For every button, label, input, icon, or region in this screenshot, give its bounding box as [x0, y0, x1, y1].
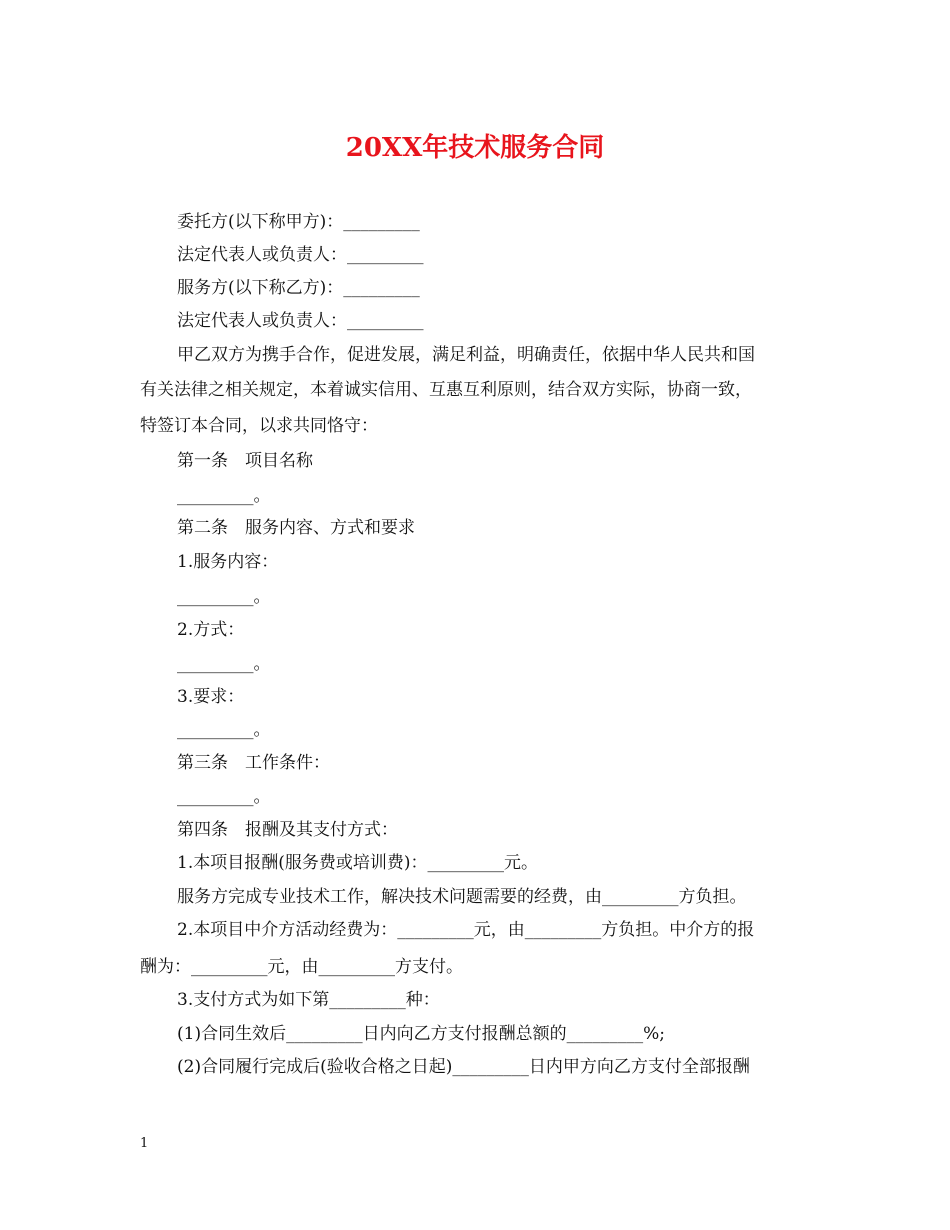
document-title: 20XX年技术服务合同 [345, 133, 605, 163]
intermediary-fee-line-2: 酬为：_________元，由_________方支付。 [140, 957, 463, 977]
preamble-line-2: 有关法律之相关规定，本着诚实信用、互惠互利原则，结合双方实际，协商一致， [140, 380, 752, 400]
article-4-heading: 第四条 报酬及其支付方式： [177, 820, 398, 840]
article-1-blank: _________。 [177, 486, 271, 506]
requirements-blank: _________。 [177, 720, 271, 740]
article-3-blank: _________。 [177, 787, 271, 807]
method-label: 2.方式： [177, 620, 245, 640]
method-blank: _________。 [177, 654, 271, 674]
payment-option-2: (2)合同履行完成后(验收合格之日起)_________日内甲方向乙方支付全部报酬 [177, 1057, 750, 1077]
party-b-line: 服务方(以下称乙方)：_________ [177, 278, 420, 298]
page-number: 1 [140, 1136, 149, 1151]
article-2-heading: 第二条 服务内容、方式和要求 [177, 518, 415, 538]
preamble-line-3: 特签订本合同，以求共同恪守： [140, 416, 378, 436]
payment-method-line: 3.支付方式为如下第_________种： [177, 990, 440, 1010]
party-a-line: 委托方(以下称甲方)：_________ [177, 212, 420, 232]
party-b-representative-line: 法定代表人或负责人：_________ [177, 311, 424, 331]
payment-option-1: (1)合同生效后_________日内向乙方支付报酬总额的_________%; [177, 1024, 665, 1044]
intermediary-fee-line-1: 2.本项目中介方活动经费为：_________元，由_________方负担。中介方的报 [177, 920, 755, 940]
service-content-label: 1.服务内容： [177, 552, 279, 572]
expense-burden-line: 服务方完成专业技术工作，解决技术问题需要的经费，由_________方负担。 [177, 887, 747, 907]
party-a-representative-line: 法定代表人或负责人：_________ [177, 245, 424, 265]
article-3-heading: 第三条 工作条件： [177, 753, 330, 773]
service-content-blank: _________。 [177, 587, 271, 607]
requirements-label: 3.要求： [177, 687, 245, 707]
remuneration-line: 1.本项目报酬(服务费或培训费)：_________元。 [177, 853, 538, 873]
article-1-heading: 第一条 项目名称 [177, 451, 313, 471]
preamble-line-1: 甲乙双方为携手合作，促进发展，满足利益，明确责任，依据中华人民共和国 [177, 345, 755, 365]
